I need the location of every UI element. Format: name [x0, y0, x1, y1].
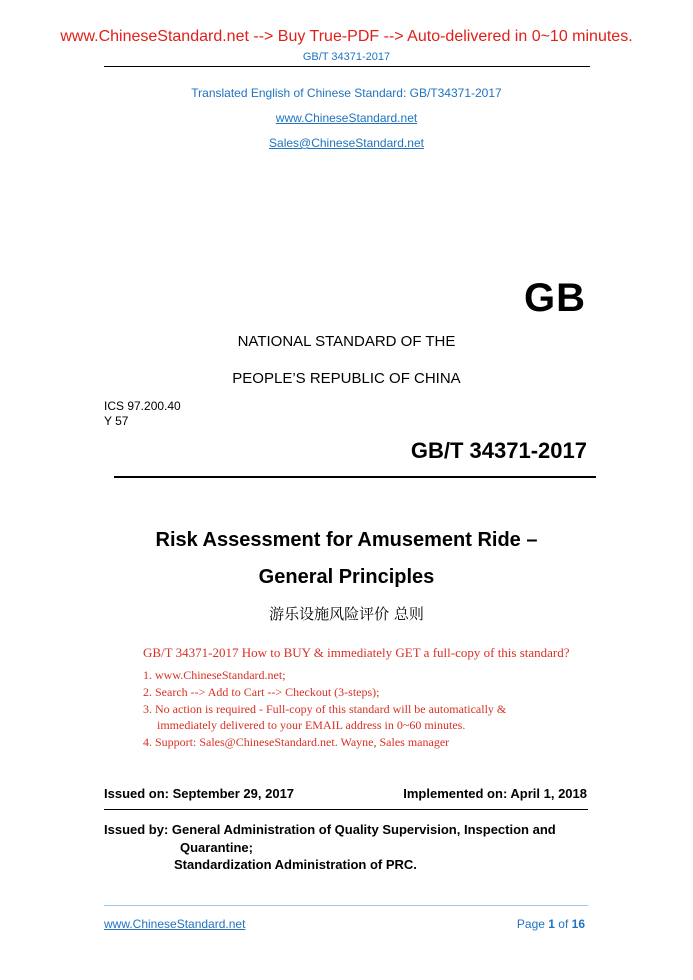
purchase-step-1[interactable]: 1. www.ChineseStandard.net;	[143, 668, 286, 682]
page-number	[517, 917, 585, 931]
purchase-step-4[interactable]: 4. Support: Sales@ChineseStandard.net. Wayne, Sales manager	[143, 735, 450, 749]
classification-code: Y 57	[104, 414, 129, 428]
document-title-line1: Risk Assessment for Amusement Ride –	[155, 529, 538, 551]
issued-by-line3: Standardization Administration of PRC.	[174, 857, 417, 872]
national-standard-line1: NATIONAL STANDARD OF THE	[237, 333, 456, 350]
page-current: 1	[548, 917, 555, 931]
purchase-question: GB/T 34371-2017 How to BUY & immediately GET a full-copy of this standard?	[143, 645, 570, 660]
issued-by-line2: Quarantine;	[180, 840, 253, 855]
email-link[interactable]: Sales@ChineseStandard.net	[269, 136, 424, 150]
standard-number: GB/T 34371-2017	[410, 438, 587, 463]
translation-note: Translated English of Chinese Standard: GB/T34371-2017	[191, 86, 502, 100]
purchase-step-2: 2. Search --> Add to Cart --> Checkout (3-steps);	[143, 685, 380, 699]
top-banner[interactable]: www.ChineseStandard.net --> Buy True-PDF --> Auto-delivered in 0~10 minutes.	[60, 28, 633, 45]
purchase-step-3-cont: immediately delivered to your EMAIL address in 0~60 minutes.	[157, 718, 466, 732]
issued-on-date: Issued on: September 29, 2017	[104, 786, 295, 801]
document-title-chinese: 游乐设施风险评价 总则	[269, 605, 424, 623]
title-divider	[114, 476, 596, 478]
page-of: of	[554, 917, 572, 931]
page-prefix: Page	[516, 917, 549, 931]
purchase-step-3: 3. No action is required - Full-copy of this standard will be automatically &	[143, 702, 507, 716]
footer-divider	[104, 905, 588, 906]
implemented-on-date: Implemented on: April 1, 2018	[403, 786, 587, 801]
document-title-line2: General Principles	[258, 566, 435, 588]
dates-divider	[104, 809, 588, 810]
ics-code: ICS 97.200.40	[104, 399, 181, 413]
page-total: 16	[571, 917, 585, 931]
footer-website-link[interactable]: www.ChineseStandard.net	[104, 917, 246, 931]
national-standard-line2: PEOPLE’S REPUBLIC OF CHINA	[232, 370, 461, 387]
website-link[interactable]: www.ChineseStandard.net	[275, 111, 418, 125]
issued-by-line1: Issued by: General Administration of Quality Supervision, Inspection and	[104, 822, 556, 837]
header-standard-code: GB/T 34371-2017	[302, 51, 391, 63]
header-divider	[104, 66, 590, 67]
gb-mark: GB	[524, 276, 586, 320]
